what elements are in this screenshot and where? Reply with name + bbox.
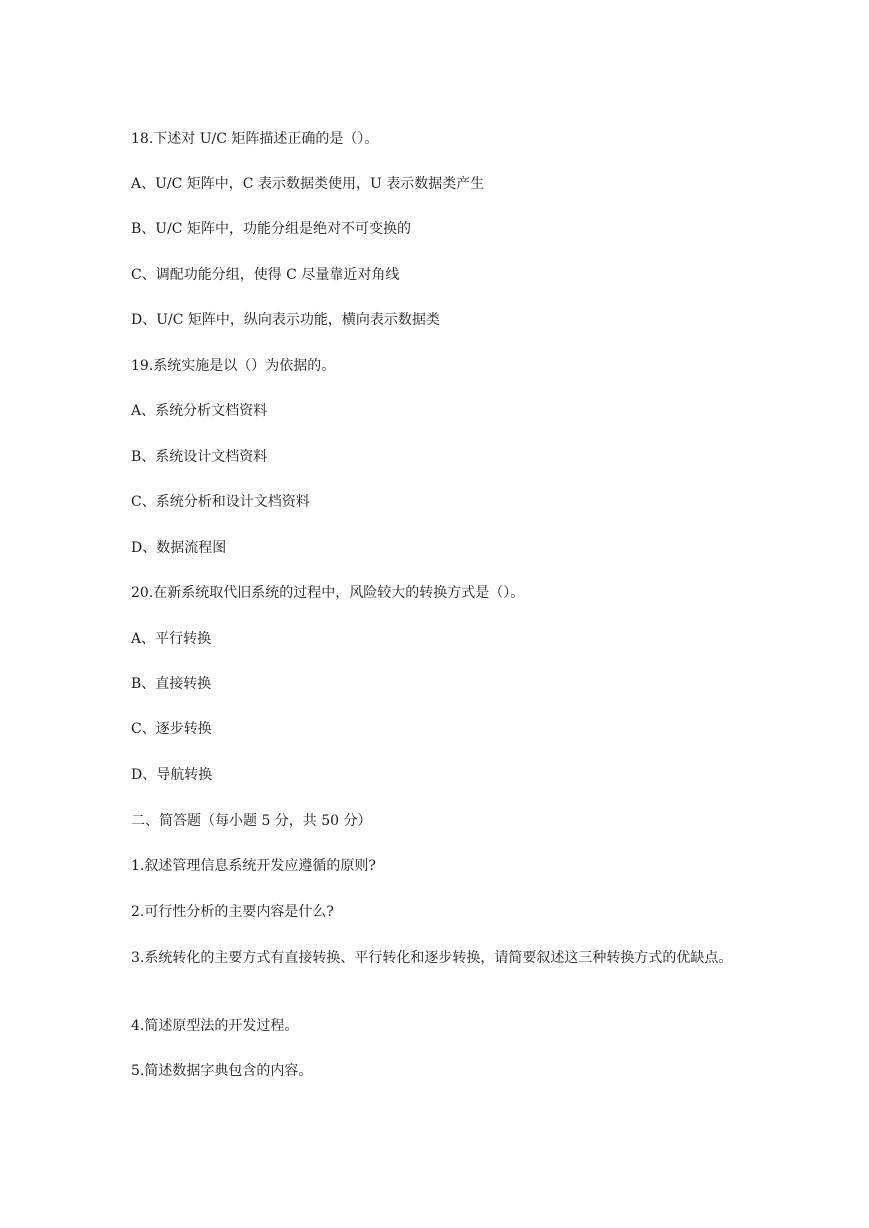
- question-19-option-b: B、系统设计文档资料: [131, 449, 268, 465]
- short-answer-item: 2.可行性分析的主要内容是什么?: [131, 904, 334, 920]
- question-20-option-d: D、导航转换: [131, 767, 213, 783]
- short-answer-item: 5.简述数据字典包含的内容。: [131, 1063, 313, 1079]
- question-19-stem: 19.系统实施是以（）为依据的。: [131, 358, 336, 374]
- short-answer-item: 3.系统转化的主要方式有直接转换、平行转化和逐步转换，请简要叙述这三种转换方式的优缺点。: [131, 950, 733, 966]
- question-19-option-a: A、系统分析文档资料: [131, 403, 268, 419]
- question-18-stem: 18.下述对 U/C 矩阵描述正确的是（）。: [131, 131, 379, 147]
- question-18-option-b: B、U/C 矩阵中，功能分组是绝对不可变换的: [131, 221, 411, 237]
- question-18-option-a: A、U/C 矩阵中，C 表示数据类使用，U 表示数据类产生: [131, 176, 485, 192]
- question-19-option-d: D、数据流程图: [131, 540, 227, 556]
- question-18-option-c: C、调配功能分组，使得 C 尽量靠近对角线: [131, 267, 400, 283]
- question-20-stem: 20.在新系统取代旧系统的过程中，风险较大的转换方式是（）。: [131, 585, 525, 601]
- question-20-option-a: A、平行转换: [131, 631, 212, 647]
- question-18-option-d: D、U/C 矩阵中，纵向表示功能，横向表示数据类: [131, 312, 440, 328]
- question-20-option-b: B、直接转换: [131, 676, 212, 692]
- question-20-option-c: C、逐步转换: [131, 721, 212, 737]
- question-19-option-c: C、系统分析和设计文档资料: [131, 494, 310, 510]
- short-answer-item: 4.简述原型法的开发过程。: [131, 1018, 299, 1034]
- short-answer-item: 1.叙述管理信息系统开发应遵循的原则?: [131, 858, 376, 874]
- section-2-heading: 二、简答题（每小题 5 分，共 50 分）: [131, 813, 372, 829]
